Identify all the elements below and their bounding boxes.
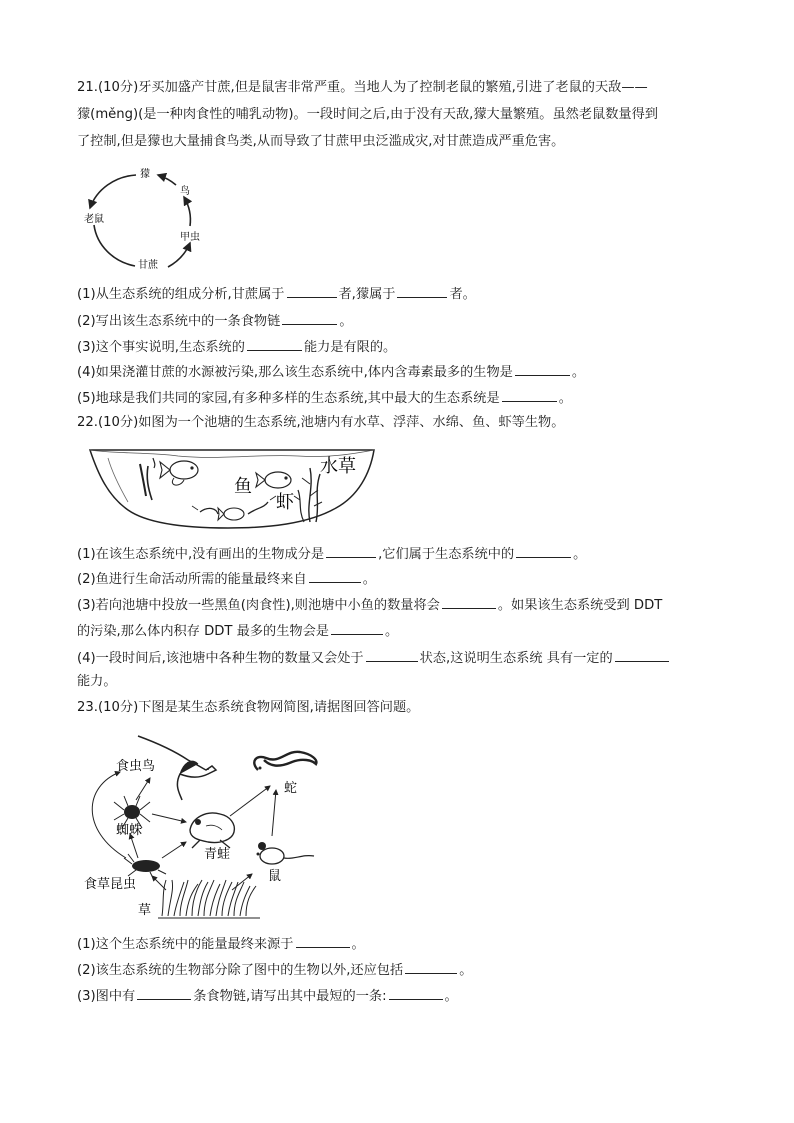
q21-sub4-text-a: (4)如果浇灌甘蔗的水源被污染,那么该生态系统中,体内含毒素最多的生物是 bbox=[77, 365, 513, 380]
q23-sub2-blank[interactable] bbox=[405, 959, 457, 974]
q22-sub1-blank-1[interactable] bbox=[326, 543, 376, 558]
q23-sub3-text-a: (3)图中有 bbox=[77, 989, 136, 1004]
shrimp-label: 虾 bbox=[276, 492, 294, 513]
q21-text-line2: 獴(měng)(是一种肉食性的哺乳动物)。一段时间之后,由于没有天敌,獴大量繁殖。虽然老鼠数量得到 bbox=[77, 107, 658, 122]
spider-label: 蜘蛛 bbox=[116, 823, 143, 838]
arrow-spider-to-frog bbox=[152, 814, 186, 822]
q22-sub4-text-c: 能力。 bbox=[77, 674, 117, 689]
q21-sub2 bbox=[77, 310, 353, 332]
q21-sub3 bbox=[77, 336, 396, 358]
q23-sub3-blank-1[interactable] bbox=[137, 985, 191, 1000]
mouse-icon bbox=[257, 842, 315, 864]
snake-icon bbox=[254, 752, 316, 770]
q22-sub1-text-c: 。 bbox=[573, 547, 587, 562]
q22-sub4-text-b: 状态,这说明生态系统 具有一定的 bbox=[419, 651, 613, 666]
bird-label: 食虫鸟 bbox=[116, 759, 156, 774]
q21-sub3-text-b: 能力是有限的。 bbox=[303, 340, 397, 355]
q21-sub1 bbox=[77, 283, 476, 305]
q21-sub2-text-b: 。 bbox=[339, 314, 353, 329]
bird-label: 鸟 bbox=[180, 186, 190, 197]
q22-sub3-text-b: 。如果该生态系统受到 DDT bbox=[497, 598, 663, 613]
q22-sub2-text-b: 。 bbox=[362, 572, 376, 587]
q23-sub2-text-a: (2)该生态系统的生物部分除了图中的生物以外,还应包括 bbox=[77, 963, 404, 978]
rat-label: 老鼠 bbox=[84, 214, 104, 225]
q21-header: 21.(10分)牙买加盛产甘蔗,但是鼠害非常严重。当地人为了控制老鼠的繁殖,引进了老鼠的天敌—— bbox=[77, 80, 648, 95]
arrow-spider-to-bird bbox=[136, 778, 150, 800]
q22-sub4-text-a: (4)一段时间后,该池塘中各种生物的数量又会处于 bbox=[77, 651, 364, 666]
grass-icon bbox=[158, 880, 260, 918]
frog-icon bbox=[190, 813, 234, 848]
q22-sub1-text-a: (1)在该生态系统中,没有画出的生物成分是 bbox=[77, 547, 325, 562]
q21-sub5-text-a: (5)地球是我们共同的家园,有多种多样的生态系统,其中最大的生态系统是 bbox=[77, 391, 500, 406]
q22-sub4-blank-1[interactable] bbox=[366, 647, 418, 662]
q22-sub2-text-a: (2)鱼进行生命活动所需的能量最终来自 bbox=[77, 572, 307, 587]
q21-sub5-text-b: 。 bbox=[558, 391, 572, 406]
q22-sub4 bbox=[77, 647, 671, 669]
q21-sub2-text-a: (2)写出该生态系统中的一条食物链 bbox=[77, 314, 281, 329]
q21-sub2-blank[interactable] bbox=[282, 310, 337, 325]
arrow-frog-to-snake bbox=[230, 786, 270, 816]
q22-sub3-text-c: 的污染,那么体内积存 DDT 最多的生物会是 bbox=[77, 624, 329, 639]
beetle-label: 甲虫 bbox=[180, 232, 200, 243]
q23-sub3-text-c: 。 bbox=[444, 989, 458, 1004]
q22-sub3-blank-1[interactable] bbox=[442, 594, 496, 609]
q21-sub5 bbox=[77, 387, 572, 409]
q22-header: 22.(10分)如图为一个池塘的生态系统,池塘内有水草、浮萍、水绵、鱼、虾等生物。 bbox=[77, 415, 565, 430]
q21-sub1-blank-2[interactable] bbox=[397, 283, 447, 298]
q22-sub2-blank[interactable] bbox=[309, 568, 361, 583]
q22-sub3-blank-2[interactable] bbox=[331, 620, 383, 635]
q21-sub3-blank[interactable] bbox=[247, 336, 302, 351]
q22-sub1-text-b: ,它们属于生态系统中的 bbox=[378, 547, 515, 562]
mouse-label: 鼠 bbox=[268, 869, 282, 884]
q21-sub1-blank-1[interactable] bbox=[287, 283, 337, 298]
q22-sub1 bbox=[77, 543, 586, 565]
q21-sub4-text-b: 。 bbox=[571, 365, 586, 380]
frog-label: 青蛙 bbox=[204, 847, 231, 862]
q21-sub5-blank[interactable] bbox=[502, 387, 557, 402]
q22-sub3 bbox=[77, 594, 662, 616]
water-weed-label: 水草 bbox=[320, 456, 356, 477]
q22-sub3-text-a: (3)若向池塘中投放一些黑鱼(肉食性),则池塘中小鱼的数量将会 bbox=[77, 598, 440, 613]
q22-sub4-cont bbox=[77, 672, 117, 692]
q23-sub1-blank[interactable] bbox=[296, 933, 350, 948]
q23-sub1-text-a: (1)这个生态系统中的能量最终来源于 bbox=[77, 937, 294, 952]
q22-sub4-blank-2[interactable] bbox=[615, 647, 669, 662]
q22-sub1-blank-2[interactable] bbox=[516, 543, 571, 558]
snake-label: 蛇 bbox=[284, 781, 298, 796]
arrow-insect-to-bird bbox=[92, 772, 126, 858]
q23-sub3-text-b: 条食物链,请写出其中最短的一条: bbox=[193, 989, 387, 1004]
fish-label: 鱼 bbox=[234, 476, 252, 497]
q21-text-line3: 了控制,但是獴也大量捕食鸟类,从而导致了甘蔗甲虫泛滥成灾,对甘蔗造成严重危害。 bbox=[77, 134, 565, 149]
q21-sub1-text-a: (1)从生态系统的组成分析,甘蔗属于 bbox=[77, 287, 285, 302]
q23-sub1-text-b: 。 bbox=[351, 937, 365, 952]
mongoose-label: 獴 bbox=[140, 169, 150, 180]
grass-label: 草 bbox=[138, 903, 152, 918]
q23-sub3-blank-2[interactable] bbox=[389, 985, 443, 1000]
q22-sub3-text-d: 。 bbox=[384, 624, 399, 639]
sugarcane-label: 甘蔗 bbox=[138, 260, 158, 271]
q21-sub1-text-c: 者。 bbox=[449, 287, 476, 302]
q23-header: 23.(10分)下图是某生态系统食物网简图,请据图回答问题。 bbox=[77, 700, 420, 715]
arrow-mouse-to-snake bbox=[272, 790, 276, 836]
q21-sub3-text-a: (3)这个事实说明,生态系统的 bbox=[77, 340, 245, 355]
q22-pond-diagram bbox=[88, 444, 376, 532]
q22-sub3-cont bbox=[77, 620, 398, 642]
q23-sub2 bbox=[77, 959, 472, 981]
insect-label: 食草昆虫 bbox=[84, 877, 137, 892]
q21-sub4 bbox=[77, 361, 585, 383]
q23-sub3 bbox=[77, 985, 458, 1007]
q21-sub4-blank[interactable] bbox=[515, 361, 570, 376]
q21-food-cycle-diagram bbox=[80, 163, 220, 275]
q23-sub2-text-b: 。 bbox=[459, 963, 473, 978]
q23-food-web-diagram bbox=[80, 730, 330, 922]
q23-sub1 bbox=[77, 933, 365, 955]
q21-sub1-text-b: 者,獴属于 bbox=[338, 287, 396, 302]
arrow-insect-to-frog bbox=[162, 842, 186, 858]
q22-sub2 bbox=[77, 568, 376, 590]
